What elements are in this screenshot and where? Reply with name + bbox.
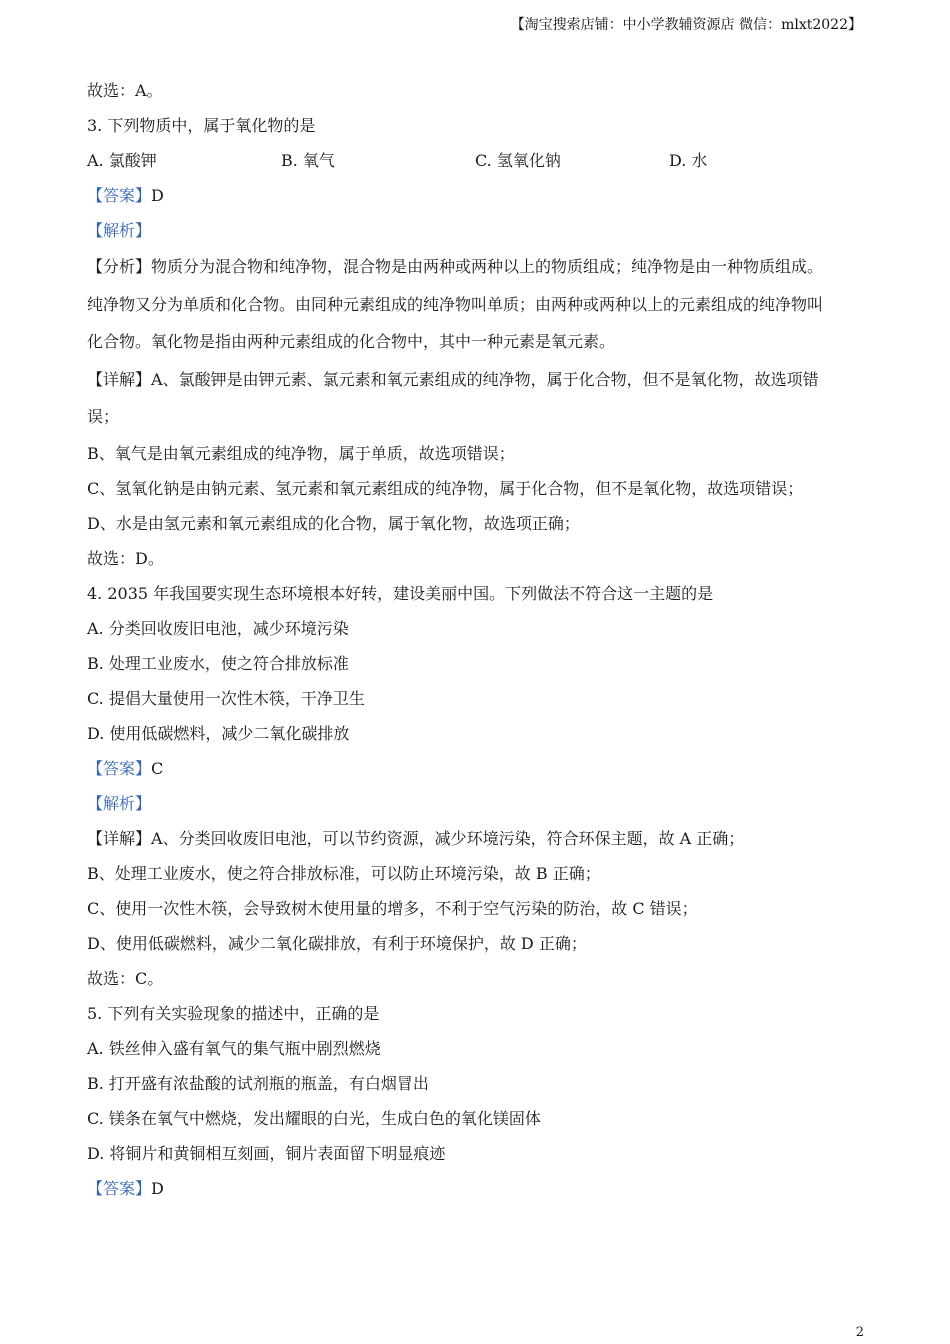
answer-line [87,1171,867,1206]
question-3-options [87,143,867,178]
option-d: D. 将铜片和黄铜相互刻画，铜片表面留下明显痕迹 [87,1143,446,1163]
xiangjie-line [87,821,867,856]
text-line: A、分类回收废旧电池，可以节约资源，减少环境污染，符合环保主题，故 A 正确； [151,828,745,848]
text-line: B、处理工业废水，使之符合排放标准，可以防止环境污染，故 B 正确； [87,863,601,883]
answer-tag: 【答案】 [87,758,152,778]
text-line: 误； [87,407,120,426]
analysis-line [87,786,867,821]
option-b: B. 氧气 [281,151,335,170]
option-c: C. 提倡大量使用一次性木筷，干净卫生 [87,688,365,708]
fenxi-line [87,248,867,286]
option-a: A. 氯酸钾 [87,151,157,170]
answer-value: D [151,186,164,205]
text-line: D、使用低碳燃料，减少二氧化碳排放，有利于环境保护，故 D 正确； [87,933,587,953]
question-4-stem: 4. 2035 年我国要实现生态环境根本好转，建设美丽中国。下列做法不符合这一主题的是 [87,583,714,603]
question-5-stem: 5. 下列有关实验现象的描述中，正确的是 [87,1003,380,1023]
analysis-tag: 【解析】 [87,793,152,813]
answer-tag: 【答案】 [87,1178,152,1198]
text-line: D、水是由氢元素和氧元素组成的化合物，属于氧化物，故选项正确； [87,513,580,533]
answer-line [87,178,867,213]
text-line: 故选：A。 [87,81,163,100]
option-b: B. 处理工业废水，使之符合排放标准 [87,653,349,673]
text-line: C、氢氧化钠是由钠元素、氢元素和氧元素组成的纯净物，属于化合物，但不是氧化物，故选项错误； [87,478,804,498]
option-c: C. 氢氧化钠 [475,151,561,170]
document-body [87,73,867,1206]
answer-line [87,751,867,786]
text-line: C、使用一次性木筷，会导致树木使用量的增多，不利于空气污染的防治，故 C 错误； [87,898,698,918]
option-a: A. 铁丝伸入盛有氧气的集气瓶中剧烈燃烧 [87,1038,381,1058]
text-line: 纯净物又分为单质和化合物。由同种元素组成的纯净物叫单质；由两种或两种以上的元素组成的纯净物叫 [87,294,824,314]
page-number: 2 [855,1325,864,1340]
fenxi-tag: 【分析】 [87,257,152,276]
text-line: 化合物。氧化物是指由两种元素组成的化合物中，其中一种元素是氧元素。 [87,332,616,351]
text-line: A、氯酸钾是由钾元素、氯元素和氧元素组成的纯净物，属于化合物，但不是氧化物，故选项错 [151,369,819,389]
xiangjie-tag: 【详解】 [87,369,152,389]
analysis-tag: 【解析】 [87,221,152,240]
analysis-line [87,213,867,248]
answer-value: D [151,1178,164,1198]
xiangjie-line [87,361,867,399]
text-line: 物质分为混合物和纯净物，混合物是由两种或两种以上的物质组成；纯净物是由一种物质组成。 [151,257,824,276]
option-b: B. 打开盛有浓盐酸的试剂瓶的瓶盖，有白烟冒出 [87,1073,429,1093]
question-3-stem: 3. 下列物质中，属于氧化物的是 [87,116,316,135]
text-line: 故选：D。 [87,548,164,568]
text-line: 故选：C。 [87,968,164,988]
option-a: A. 分类回收废旧电池，减少环境污染 [87,618,349,638]
text-line: B、氧气是由氧元素组成的纯净物，属于单质，故选项错误； [87,443,515,463]
page-header: 【淘宝搜索店铺：中小学教辅资源店 微信：mlxt2022】 [510,17,862,33]
option-c: C. 镁条在氧气中燃烧，发出耀眼的白光，生成白色的氧化镁固体 [87,1108,541,1128]
option-d: D. 水 [669,151,708,170]
xiangjie-tag: 【详解】 [87,828,152,848]
option-d: D. 使用低碳燃料，减少二氧化碳排放 [87,723,350,743]
answer-tag: 【答案】 [87,186,152,205]
answer-value: C [151,758,164,778]
